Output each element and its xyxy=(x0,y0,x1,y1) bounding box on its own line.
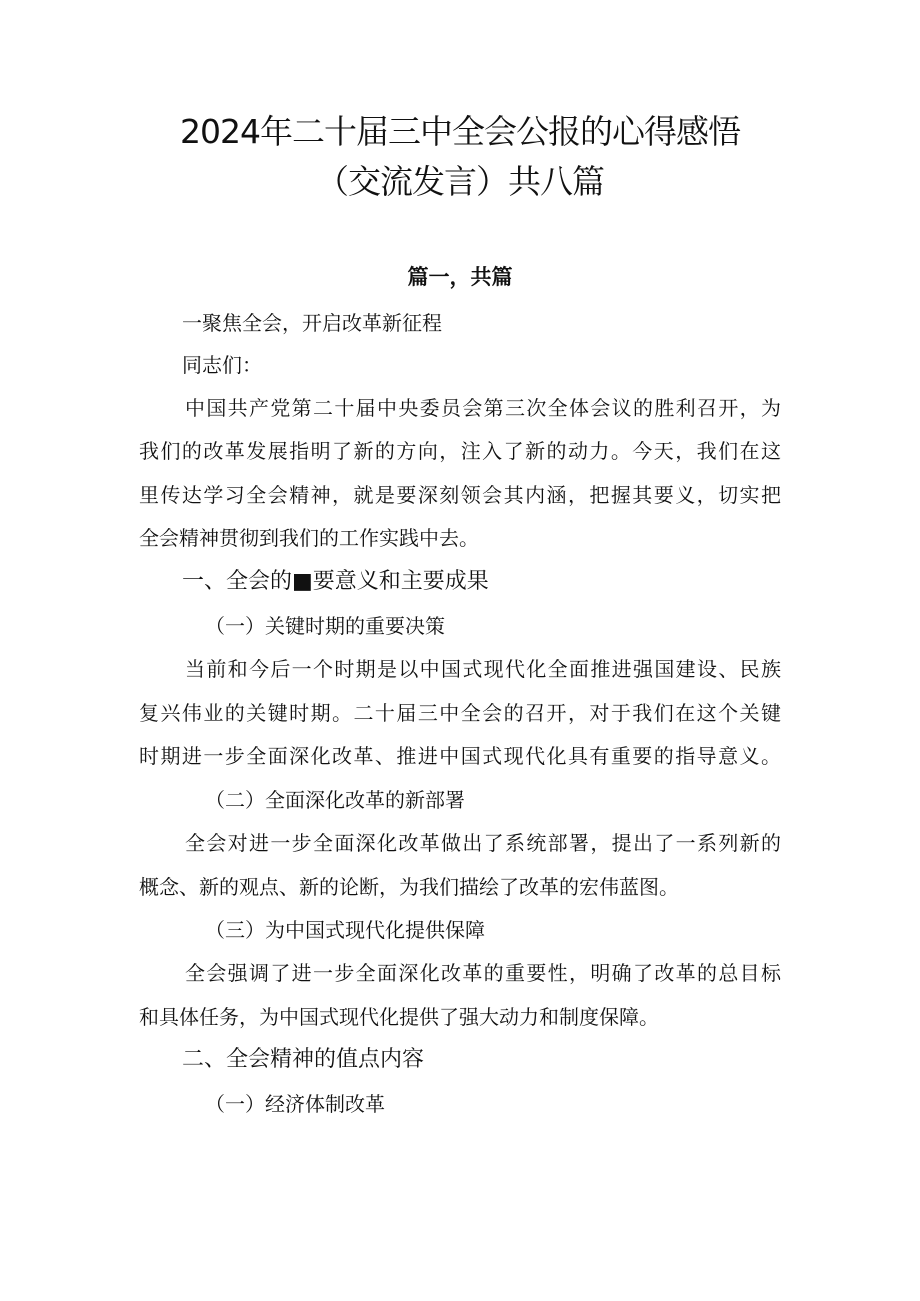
section-heading: 篇一，共篇 xyxy=(407,265,513,289)
paragraph-line: 当前和今后一个时期是以中国式现代化全面推进强国建设、民族 xyxy=(185,657,781,681)
speech-subtitle: 一聚焦全会，开启改革新征程 xyxy=(182,311,442,335)
part-2-heading: 二、全会精神的值点内容 xyxy=(182,1047,425,1072)
subsection-heading: （一）经济体制改革 xyxy=(205,1092,385,1116)
paragraph-line: 我们的改革发展指明了新的方向，注入了新的动力。今天，我们在这 xyxy=(139,439,781,463)
paragraph-line: 和具体任务，为中国式现代化提供了强大动力和制度保障。 xyxy=(139,1005,659,1029)
paragraph-line: 中国共产党第二十届中央委员会第三次全体会议的胜利召开，为 xyxy=(185,396,781,420)
paragraph-line: 里传达学习全会精神，就是要深刻领会其内涵，把握其要义，切实把 xyxy=(139,483,781,507)
paragraph-line: 概念、新的观点、新的论断，为我们描绘了改革的宏伟蓝图。 xyxy=(139,875,679,899)
document-title-line-1: 2024年二十届三中全会公报的心得感悟 xyxy=(180,112,740,151)
paragraph-line: 全会精神贯彻到我们的工作实践中去。 xyxy=(139,526,479,550)
subsection-heading: （一）关键时期的重要决策 xyxy=(205,614,445,638)
document-title-line-2: （交流发言）共八篇 xyxy=(316,162,604,201)
paragraph-line: 时期进一步全面深化改革、推进中国式现代化具有重要的指导意义。 xyxy=(139,744,781,768)
paragraph-line: 全会对进一步全面深化改革做出了系统部署，提出了一系列新的 xyxy=(185,831,781,855)
paragraph-line: 全会强调了进一步全面深化改革的重要性，明确了改革的总目标 xyxy=(185,961,781,985)
salutation: 同志们： xyxy=(182,353,262,377)
part-1-heading: 一、全会的■要意义和主要成果 xyxy=(182,569,489,594)
subsection-heading: （二）全面深化改革的新部署 xyxy=(205,788,465,812)
paragraph-line: 复兴伟业的关键时期。二十届三中全会的召开，对于我们在这个关键 xyxy=(139,701,781,725)
subsection-heading: （三）为中国式现代化提供保障 xyxy=(205,918,485,942)
